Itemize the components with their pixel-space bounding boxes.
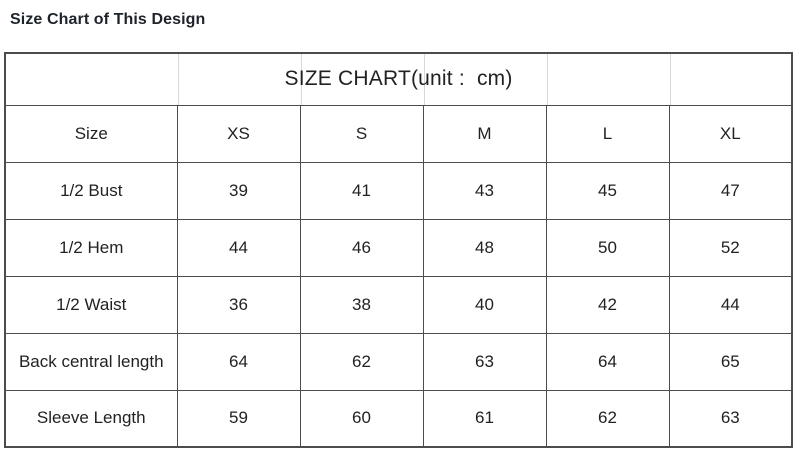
cell-value: 62 [546,390,669,447]
table-title: SIZE CHART(unit : cm) [5,53,792,105]
row-label: Sleeve Length [5,390,177,447]
cell-value: 44 [669,276,792,333]
cell-value: 62 [300,333,423,390]
cell-value: 40 [423,276,546,333]
page-title: Size Chart of This Design [10,11,206,28]
column-header-m: M [423,105,546,162]
cell-value: 47 [669,162,792,219]
size-chart-table [4,52,793,448]
table-title-row [5,53,792,105]
table-row [5,219,792,276]
column-header-s: S [300,105,423,162]
cell-value: 44 [177,219,300,276]
table-row [5,390,792,447]
cell-value: 64 [177,333,300,390]
cell-value: 59 [177,390,300,447]
cell-value: 42 [546,276,669,333]
row-label: 1/2 Hem [5,219,177,276]
cell-value: 39 [177,162,300,219]
table-row [5,162,792,219]
cell-value: 63 [423,333,546,390]
column-header-xs: XS [177,105,300,162]
table-row [5,333,792,390]
cell-value: 64 [546,333,669,390]
cell-value: 43 [423,162,546,219]
cell-value: 48 [423,219,546,276]
cell-value: 36 [177,276,300,333]
column-header-l: L [546,105,669,162]
cell-value: 61 [423,390,546,447]
cell-value: 38 [300,276,423,333]
cell-value: 45 [546,162,669,219]
cell-value: 63 [669,390,792,447]
column-header-xl: XL [669,105,792,162]
row-label: 1/2 Waist [5,276,177,333]
cell-value: 52 [669,219,792,276]
cell-value: 50 [546,219,669,276]
cell-value: 41 [300,162,423,219]
cell-value: 46 [300,219,423,276]
row-label: 1/2 Bust [5,162,177,219]
row-label: Back central length [5,333,177,390]
table-row [5,276,792,333]
column-header-row [5,105,792,162]
cell-value: 65 [669,333,792,390]
column-header-size: Size [5,105,177,162]
cell-value: 60 [300,390,423,447]
